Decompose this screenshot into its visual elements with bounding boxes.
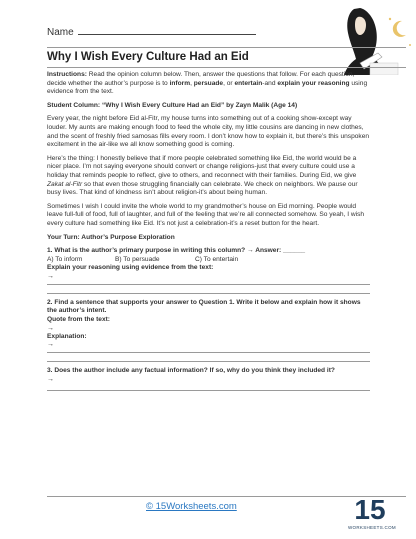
column-heading: Student Column: “Why I Wish Every Culture Had an Eid” by Zayn Malik (Age 14) [47, 101, 298, 109]
15worksheets-logo [348, 494, 396, 536]
worksheet-title: Why I Wish Every Culture Had an Eid [47, 51, 249, 63]
option-b[interactable]: B) To persuade [115, 255, 160, 263]
question-2-quote-label: Quote from the text: [47, 316, 111, 324]
logo-number: 15 [354, 494, 386, 525]
name-blank-line[interactable] [78, 26, 256, 35]
instructions-label: Instructions: [47, 71, 87, 78]
title-bottom-rule [47, 67, 406, 68]
question-1: 1. What is the author’s primary purpose in writing this column? → Answer: ______ [47, 247, 306, 255]
name-label: Name [47, 27, 74, 38]
answer-line[interactable] [47, 284, 370, 285]
exploration-heading: Your Turn: Author’s Purpose Exploration [47, 233, 175, 241]
option-c[interactable]: C) To entertain [195, 255, 239, 263]
column-paragraph-1: Every year, the night before Eid al-Fitr, my house turns into something out of a cooking show-except way louder. My aunts are making enough food to feed the whole city, my little cousins are dancing in new clothes, and the scent of freshly fried samosas fills every room. I don’t know how to explain it, but there’s this unspoken excitement in the air-like we all know something good is coming. [47, 115, 370, 149]
section-divider [47, 361, 370, 362]
option-a[interactable]: A) To inform [47, 255, 83, 263]
answer-line[interactable] [47, 352, 370, 353]
question-2: 2. Find a sentence that supports your answer to Question 1. Write it below and explain how it shows the author’s intent. [47, 298, 361, 315]
instructions: Instructions: Read the opinion column below. Then, answer the questions that follow. For each question, decide whether the author’s purpose is to inform, persuade, or entertain-and explain your reasoning using evidence from the text. [47, 71, 368, 96]
title-top-rule [47, 47, 406, 48]
column-paragraph-2: Here’s the thing: I honestly believe that if more people celebrated something like Eid, the world would be a nicer place. I’m not saying everyone should convert or change religions-just that every culture could use a holiday that reminds people to reflect, give to others, and reconnect with their families. During Eid, we give Zakat al-Fitr so that even those struggling financially can celebrate. We check on neighbors. We pause our busy lives. That kind of kindness isn’t about religion-it’s about being human. [47, 154, 358, 197]
copyright-link[interactable]: © 15Worksheets.com [146, 501, 237, 512]
name-field-row [47, 26, 256, 38]
answer-arrow-icon: → [47, 324, 54, 332]
question-1-explain-label: Explain your reasoning using evidence from the text: [47, 264, 214, 272]
section-divider [47, 293, 370, 294]
answer-arrow-icon: → [47, 272, 54, 280]
answer-arrow-icon: → [47, 375, 54, 383]
question-1-options [47, 256, 370, 265]
question-2-explanation-label: Explanation: [47, 332, 87, 340]
answer-line[interactable] [47, 390, 370, 391]
woman-hijab-icon [320, 3, 414, 75]
column-paragraph-3: Sometimes I wish I could invite the whole world to my grandmother’s house on Eid morning. People would leave full-full of food, full of laughter, and full of the feeling that we’re all connected somehow. So yeah, I wish every culture had something like Eid. It’s not just a celebration-it’s a reset button for the heart. [47, 202, 365, 227]
answer-arrow-icon: → [47, 341, 54, 349]
logo-text: WORKSHEETS.COM [348, 525, 396, 530]
worksheet-content [47, 71, 370, 391]
question-3: 3. Does the author include any factual information? If so, why do you think they included it? [47, 367, 335, 375]
